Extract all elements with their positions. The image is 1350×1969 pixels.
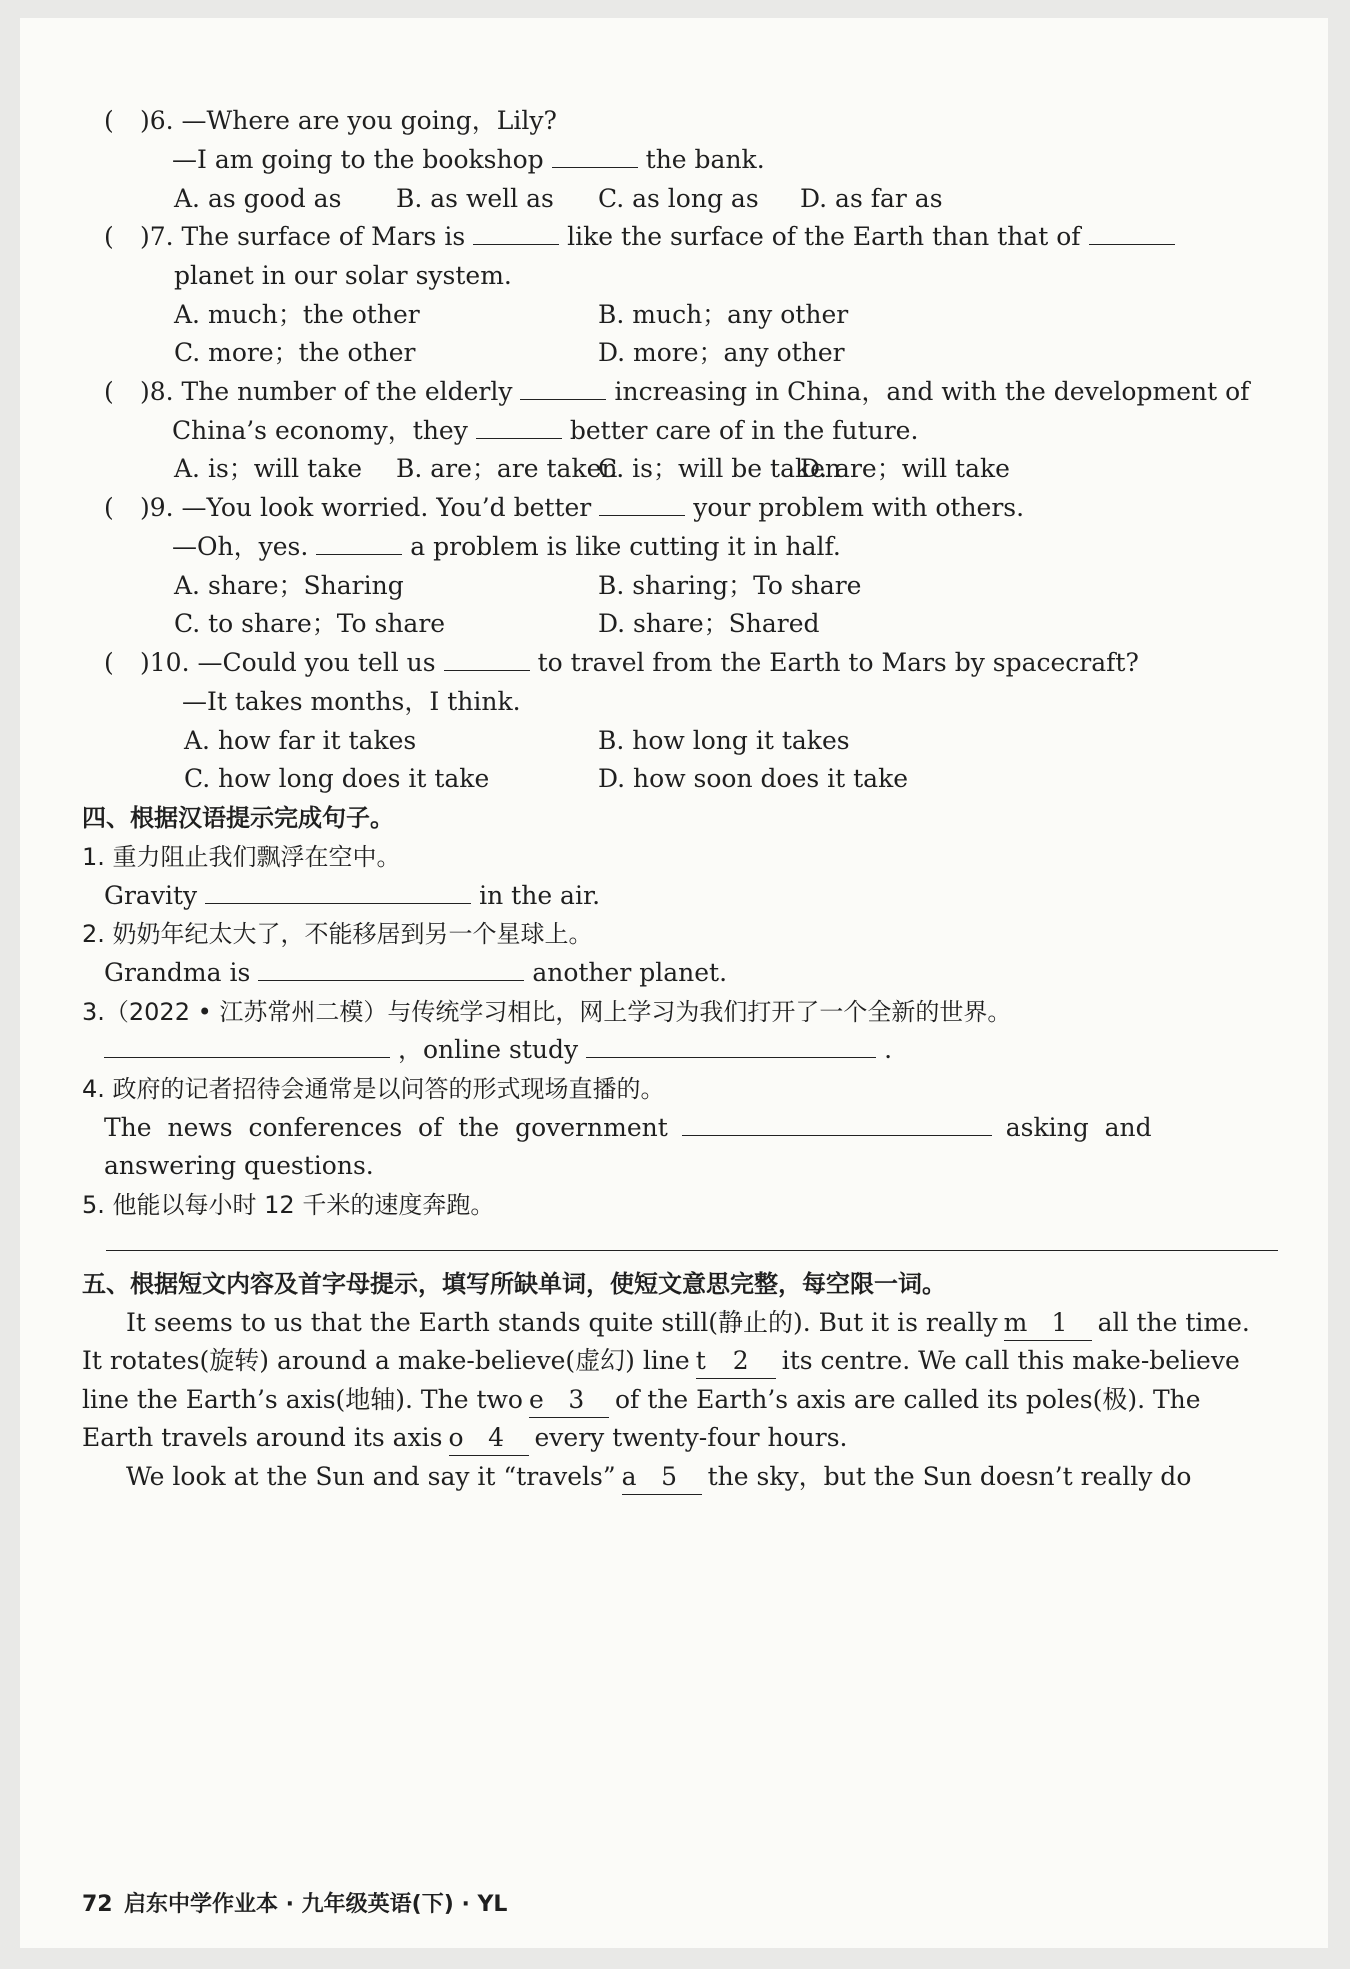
answer-paren-6: ( — [104, 106, 114, 135]
s4-item-1-text-a: Gravity — [104, 881, 198, 910]
question-8-text-d: better care of in the future. — [569, 416, 919, 445]
blank — [473, 222, 559, 245]
blank — [1089, 222, 1175, 245]
q8-option-b: B. are；are taken — [396, 454, 618, 483]
question-9-text-d: a problem is like cutting it in half. — [410, 532, 841, 561]
q7-option-a: A. much；the other — [174, 300, 420, 329]
blank-number: 5 — [661, 1462, 678, 1491]
s4-item-4-text-b: asking and — [1005, 1113, 1152, 1142]
question-9-line2 — [172, 530, 841, 564]
blank — [682, 1113, 992, 1136]
q8-option-d: D. are；will take — [800, 454, 1010, 483]
answer-paren-7: ( — [104, 222, 114, 251]
blank — [104, 1035, 390, 1058]
s4-item-2-chinese: 2. 奶奶年纪太大了，不能移居到另一个星球上。 — [82, 920, 593, 948]
blank — [520, 377, 606, 400]
answer-paren-10: ( — [104, 648, 114, 677]
blank-initial: t — [695, 1346, 706, 1375]
passage-text: its centre. We call this make-believe — [781, 1346, 1240, 1375]
question-7-stem — [140, 220, 1183, 254]
passage-text: every twenty-four hours. — [534, 1423, 848, 1452]
q8-option-a: A. is；will take — [174, 454, 363, 483]
q8-option-c: C. is；will be taken — [598, 454, 842, 483]
section-5-heading: 五、根据短文内容及首字母提示，填写所缺单词，使短文意思完整，每空限一词。 — [82, 1270, 946, 1298]
blank — [552, 145, 638, 168]
blank — [258, 958, 524, 981]
question-10-text-a: )10. —Could you tell us — [140, 648, 436, 677]
s4-item-1-text-b: in the air. — [479, 881, 601, 910]
question-7-text-b: like the surface of the Earth than that of — [567, 222, 1081, 251]
passage-text: line the Earth’s axis(地轴). The two — [82, 1385, 523, 1414]
blank-number: 3 — [568, 1385, 585, 1414]
question-8-line2 — [172, 414, 918, 448]
book-title: 启东中学作业本 · 九年级英语(下) · YL — [124, 1892, 508, 1917]
q9-option-b: B. sharing；To share — [598, 571, 862, 600]
passage-text: of the Earth’s axis are called its poles(极). The — [614, 1385, 1201, 1414]
q6-option-b: B. as well as — [396, 184, 554, 213]
q7-option-c: C. more；the other — [174, 338, 416, 367]
passage-line-5 — [126, 1460, 1191, 1495]
blank — [586, 1035, 876, 1058]
q10-option-d: D. how soon does it take — [598, 764, 909, 793]
question-6-stem: )6. —Where are you going，Lily? — [140, 106, 557, 135]
question-9-text-a: )9. —You look worried. You’d better — [140, 493, 592, 522]
blank — [316, 532, 402, 555]
s4-item-1-english — [104, 879, 600, 913]
cloze-blank-5 — [622, 1460, 702, 1495]
passage-text: Earth travels around its axis — [82, 1423, 443, 1452]
passage-line-1 — [126, 1306, 1250, 1341]
passage-text: We look at the Sun and say it “travels” — [126, 1462, 616, 1491]
s4-item-2-text-a: Grandma is — [104, 958, 251, 987]
question-10-text-b: to travel from the Earth to Mars by spacecraft? — [537, 648, 1139, 677]
passage-text: all the time. — [1097, 1308, 1250, 1337]
passage-text: the sky，but the Sun doesn’t really do — [707, 1462, 1192, 1491]
q10-option-b: B. how long it takes — [598, 726, 850, 755]
question-10-stem — [140, 646, 1139, 680]
q9-option-d: D. share；Shared — [598, 609, 820, 638]
s4-item-4-english — [104, 1111, 1152, 1145]
blank-initial: o — [448, 1423, 464, 1452]
answer-paren-8: ( — [104, 377, 114, 406]
section-4-heading: 四、根据汉语提示完成句子。 — [82, 804, 394, 832]
q10-option-c: C. how long does it take — [184, 764, 490, 793]
page-number: 72 — [82, 1892, 113, 1917]
s4-item-4-chinese: 4. 政府的记者招待会通常是以问答的形式现场直播的。 — [82, 1075, 665, 1103]
s4-item-4-english-cont: answering questions. — [104, 1151, 374, 1180]
question-8-text-a: )8. The number of the elderly — [140, 377, 513, 406]
q10-option-a: A. how far it takes — [184, 726, 417, 755]
question-10-line2: —It takes months，I think. — [182, 687, 521, 716]
blank — [444, 648, 530, 671]
s4-item-4-text-a: The news conferences of the government — [104, 1113, 668, 1142]
cloze-blank-4 — [449, 1421, 529, 1456]
question-7-text-a: )7. The surface of Mars is — [140, 222, 466, 251]
blank — [205, 881, 471, 904]
q7-option-d: D. more；any other — [598, 338, 845, 367]
blank-number: 2 — [732, 1346, 749, 1375]
q6-option-a: A. as good as — [174, 184, 342, 213]
s4-item-3-text-b: . — [884, 1035, 893, 1064]
question-6-line2-text-b: the bank. — [645, 145, 765, 174]
workbook-page — [20, 18, 1328, 1948]
question-6-line2 — [172, 143, 765, 177]
question-8-text-c: China’s economy，they — [172, 416, 468, 445]
s4-item-3-text-a: ，online study — [398, 1035, 579, 1064]
cloze-blank-2 — [696, 1344, 776, 1379]
q9-option-a: A. share；Sharing — [174, 571, 404, 600]
cloze-blank-1 — [1004, 1306, 1092, 1341]
blank-initial: m — [1003, 1308, 1028, 1337]
blank-initial: a — [621, 1462, 637, 1491]
question-9-text-b: your problem with others. — [693, 493, 1025, 522]
question-9-text-c: —Oh，yes. — [172, 532, 309, 561]
s4-item-1-chinese: 1. 重力阻止我们飘浮在空中。 — [82, 843, 401, 871]
passage-text: It rotates(旋转) around a make-believe(虚幻) line — [82, 1346, 690, 1375]
blank-number: 4 — [488, 1423, 504, 1452]
s4-item-5-chinese: 5. 他能以每小时 12 千米的速度奔跑。 — [82, 1191, 495, 1219]
question-6-line2-text-a: —I am going to the bookshop — [172, 145, 544, 174]
s4-item-3-chinese: 3.（2022 • 江苏常州二模）与传统学习相比，网上学习为我们打开了一个全新的世界。 — [82, 998, 1012, 1026]
s4-item-3-english — [104, 1033, 892, 1067]
blank — [476, 416, 562, 439]
q6-option-d: D. as far as — [800, 184, 943, 213]
passage-line-4 — [82, 1421, 847, 1456]
blank-number: 1 — [1051, 1308, 1068, 1337]
s4-item-2-text-b: another planet. — [532, 958, 728, 987]
q7-option-b: B. much；any other — [598, 300, 849, 329]
blank-initial: e — [528, 1385, 544, 1414]
passage-text: It seems to us that the Earth stands quite still(静止的). But it is really — [126, 1308, 998, 1337]
question-8-text-b: increasing in China，and with the development of — [614, 377, 1250, 406]
question-8-stem — [140, 375, 1249, 409]
cloze-blank-3 — [529, 1383, 609, 1418]
answer-line — [106, 1250, 1278, 1251]
blank — [599, 493, 685, 516]
answer-paren-9: ( — [104, 493, 114, 522]
passage-line-3 — [82, 1383, 1201, 1418]
s4-item-2-english — [104, 956, 727, 990]
question-7-line2: planet in our solar system. — [174, 261, 512, 290]
q6-option-c: C. as long as — [598, 184, 759, 213]
passage-line-2 — [82, 1344, 1240, 1379]
q9-option-c: C. to share；To share — [174, 609, 446, 638]
question-9-stem — [140, 491, 1024, 525]
